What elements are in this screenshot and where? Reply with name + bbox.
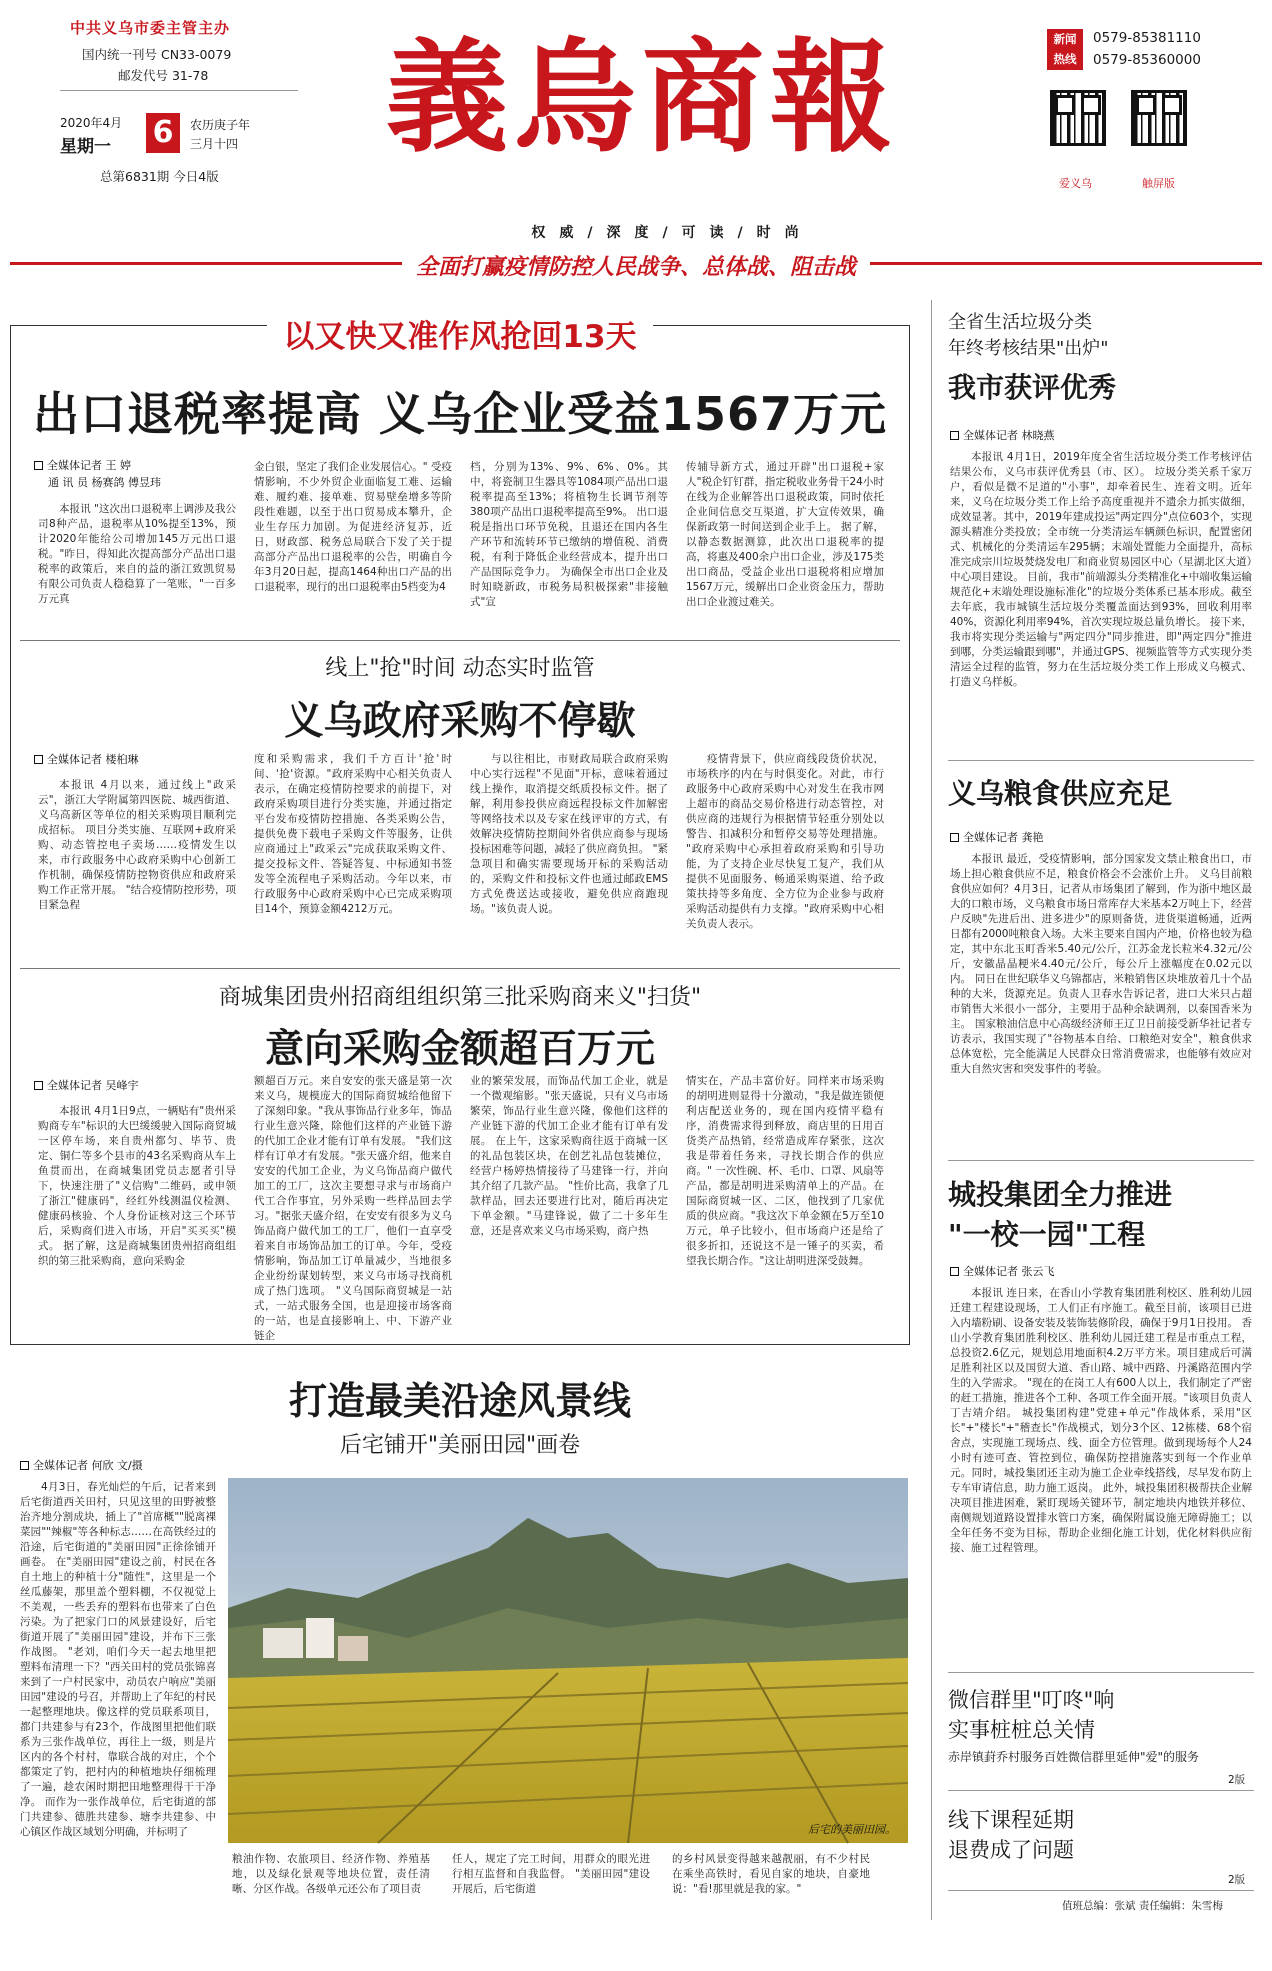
scenic-col-4: 的乡村风景变得越来越靓丽，有不少村民在乘坐高铁时，看见自家的地块，自豪地说："看!那里就是我的家。": [672, 1853, 870, 1895]
qr-label-mobile: 触屏版: [1142, 177, 1175, 190]
footer-credits: 值班总编：张斌 责任编辑：朱雪梅: [1062, 1900, 1223, 1912]
guizhou-col-1: 本报讯 4月1日9点，一辆贴有"贵州采购商专车"标识的大巴缓缓驶入国际商贸城一区停车场，来自贵州都匀、毕节、贵定、铜仁等多个县市的43名采购商从车上鱼贯而出，在商城集团党员志愿者引导下，快速注册了"义信购"二维码，或申领了浙江"健康码"，经红外线测温仪检测、健康码核验、个人身份证核对这三个环节后，采购商们进入市场，开启"买买买"模式。 据了解，这是商城集团贵州招商组组织的第三批采购商，意向采购金: [38, 1105, 236, 1267]
qr-code-mobile[interactable]: [1131, 90, 1187, 146]
teaser2-page: 2版: [1228, 1874, 1246, 1886]
side3-byline: 全媒体记者 张云飞: [950, 1264, 1055, 1280]
scenic-col-2: 粮油作物、农旅项目、经济作物、养殖基地，以及绿化景观等地块位置，责任清晰、分区作战。各级单元还公布了项目责: [232, 1853, 430, 1895]
side2-body: 本报讯 最近，受疫情影响，部分国家发文禁止粮食出口，市场上担心粮食供应不足，粮食价格会不会涨价上升。 义乌目前粮食供应如何？4月3日，记者从市场集团了解到，作为浙中地区最大的口粮市场，义乌粮食市场日常库存大米基本2万吨上下，经营户反映"先进后出、进多进少"的原则备货，进货渠道畅通，近两日都有2000吨粮食入场。大米主要来自国内产地，价格也较为稳定，其中东北玉町香米5.40元/公斤，江苏金龙长粒米4.32元/公斤，安徽晶晶粳米4.40元/公斤，每公斤上涨幅度在0.02元以内。 同日在世纪联华义乌锦都店，米粮销售区块堆放着几十个品种的大米，货源充足。负责人卫春水告诉记者，进口大米只占超市销售大米很小一部分，主要用于品种余缺调剂，以泰国香米为主。 国家粮油信息中心高级经济师王辽卫日前接受新华社记者专访表示，我国实现了"谷物基本自给、口粮绝对安全"，粮食供求总体宽松，完全能满足人民群众日常消费需求，也能够有效应对重大自然灾害和突发事件的考验。: [950, 853, 1252, 1075]
side3-headline-2[interactable]: "一校一园"工程: [948, 1218, 1146, 1251]
lead-col-4: 传辅导新方式，通过开辟"出口退税+家人"税企钉钉群，指定税收业务骨干24小时在线为企业解答出口退税政策，同时依托企业间信息交互渠道，扩大宣传效果，确保新政第一时间送到企业手上。 据了解，以静态数据测算，此次出口退税率的提高，将惠及400余户出口企业，涉及175类出口商品，受益企业出口退税将相应增加1567万元，缓解出口企业资金压力，帮助出口企业渡过难关。: [686, 461, 884, 608]
scenic-photo: [228, 1478, 908, 1843]
masthead-title: 義烏商報: [386, 25, 898, 169]
scenic-byline: 全媒体记者 何欣 文/摄: [20, 1458, 143, 1474]
rapeseed-field-photo: [228, 1478, 908, 1843]
lead-col-3: 档，分别为13%、9%、6%、0%。其中，将瓷制卫生器具等1084项产品出口退税率提高至13%；将植物生长调节剂等380项产品出口退税率提高至9%。 出口退税是指出口环节免税，且退还在国内各生产环节和流转环节已缴纳的增值税、消费税，有利于降低企业经营成本，提升出口产品国际竞争力。 为确保全市出口企业及时知晓新政，市税务局积极探索"非接触式"宣: [470, 461, 668, 608]
masthead-date-ym: 2020年4月: [60, 116, 123, 130]
qr-label-app: 爱义乌: [1059, 177, 1092, 190]
lead-col-2: 金白银，坚定了我们企业发展信心。" 受疫情影响，不少外贸企业面临复工难、运输难、履约难、接单难、贸易壁垒增多等阶段性难题，以至于出口贸易成本攀升，企业生存压力加剧。为促进经济复苏，近日，财政部、税务总局联合下发了关于提高部分产品出口退税率的公告，明确自今年3月20日起，提高1464种出口产品的出口退税率，现行的出口退税率由5档变为4: [254, 461, 452, 593]
guizhou-byline: 全媒体记者 吴峰宇: [34, 1078, 139, 1094]
side2-headline[interactable]: 义乌粮食供应充足: [948, 777, 1173, 810]
proc-col-2: 度和采购需求，我们千方百计'抢'时间、'抢'资源。"政府采购中心相关负责人表示，在确定疫情防控要求的前提下，对政府采购项目进行分类实施，并通过指定平台发布疫情防控措施、各类采购公告，提供免费下载电子采购文件等服务，让供应商通过上"政采云"完成获取采购文件、提交投标文件、答疑答复、中标通知书签发等全流程电子采购活动。今年以来，市行政服务中心政府采购中心已完成采购项目14个，预算金额4212万元。: [254, 753, 452, 915]
teaser2-line-1[interactable]: 线下课程延期: [948, 1808, 1074, 1832]
side3-body: 本报讯 连日来，在香山小学教育集团胜利校区、胜利幼儿园迁建工程建设现场，工人们正有序施工。截至目前，该项目已进入内墙粉刷、设备安装及装饰装修阶段，确保于9月1日投用。 香山小学教育集团胜利校区、胜利幼儿园迁建工程是市重点工程，总投资2.6亿元，规划总用地面积4.2万平方米。项目建成后可满足胜利社区以及国贸大道、香山路、城中西路、丹溪路范围内学生的入学需求。 "现在的在岗工人有600人以上，我们制定了严密的赶工措施，推进各个工种、各项工作全面开展。"该项目负责人丁吉靖介绍。 城投集团构建"党建+单元"作战体系，采用"区长"+"楼长"+"稽查长"作战模式，划分3个区、12栋楼、68个宿舍点，实现施工现场点、线、面全方位管理。做到现场每个人24小时有迹可查、管控到位，确保防控措施落实到每一个作业单元。同时，城投集团还主动为施工企业牵线搭线，尽早发布防上专车审请信息，助力施工返岗。 此外，城投集团积极帮扶企业解决项目推进困难，紧盯现场关键环节，制定地块内地铁并移位、南侧规划道路设置排水管口方案，确保附属设施无障碍施工；以全年任务不变为目标，帮助企业细化施工计划，优化材料供应衔接、施工过程管理。: [950, 1287, 1252, 1554]
proc-kicker: 线上"抢"时间 动态实时监管: [325, 656, 595, 681]
masthead-sponsor: 中共义乌市委主管主办: [70, 19, 231, 37]
guizhou-kicker: 商城集团贵州招商组组织第三批采购商来义"扫货": [218, 985, 702, 1010]
guizhou-col-4: 情实在，产品丰富价好。同样来市场采购的胡明进则显得十分激动，"我是做连锁便利店配送业务的，现在国内疫情平稳有序，消费需求得到释放，商店里的日用百货类产品热销，经常造成库存紧张，这次我是带着任务来，寻找长期合作的供应商。" 一次性碗、杯、毛巾、口罩、风扇等产品，都是胡明进采购清单上的产品。在国际商贸城一区、二区，他找到了几家优质的供应商。"我这次下单金额在5万至10万元，单子比较小，但市场商户还是给了很多折扣，还说这不是一锤子的买卖，希望我长期合作。"这让胡明进深受鼓舞。: [686, 1075, 884, 1267]
masthead-postal: 邮发代号 31-78: [118, 68, 209, 83]
masthead-lunar-year: 农历庚子年: [190, 118, 251, 132]
lead-kicker: 以又快又准作风抢回13天: [267, 319, 652, 355]
side1-byline: 全媒体记者 林晓燕: [950, 428, 1055, 444]
masthead-slogan: 权 威 / 深 度 / 可 读 / 时 尚: [531, 225, 799, 241]
masthead-weekday: 星期一: [60, 137, 111, 157]
lead-headline[interactable]: 出口退税率提高 义乌企业受益1567万元: [32, 387, 888, 441]
teaser1-line-1[interactable]: 微信群里"叮咚"响: [948, 1688, 1115, 1712]
campaign-banner: 全面打赢疫情防控人民战争、总体战、阻击战: [402, 255, 870, 280]
lead-col-1: 本报讯 "这次出口退税率上调涉及我公司8种产品，退税率从10%提至13%，预计2020年能给公司增加145万元出口退税。"昨日，得知此次提高部分产品出口退税率的政策后，来自的益的浙江致凯贸易有限公司负责人稳稳算了一笔账，"一百多万元真: [38, 503, 236, 605]
scenic-col-3: 任人，规定了完工时间，用群众的眼光进行相互监督和自我监督。 "美丽田园"建设开展后，后宅街道: [452, 1853, 650, 1895]
teaser1-line-2[interactable]: 实事桩桩总关情: [948, 1718, 1095, 1742]
masthead-issue: 总第6831期 今日4版: [100, 169, 219, 184]
proc-col-3: 与以往相比，市财政局联合政府采购中心实行远程"不见面"开标，意味着通过线上操作，取消提交纸质投标文件。据了解，利用参投供应商远程投标文件加解密等网络技术以及专家在线评审的方式，有效解决疫情防控期间外省供应商参与现场投标困难等问题，减轻了供应商负担。 "紧急项目和确实需要现场开标的采购活动的，采购文件和投标文件也通过邮政EMS方式免费送达或接收，避免供应商跑现场。"该负责人说。: [470, 753, 668, 915]
guizhou-col-3: 业的繁荣发展，而饰品代加工企业，就是一个微观缩影。"张天盛说，只有义乌市场繁荣，饰品行业生意兴隆，像他们这样的产业链下游的代加工企业才能有订单有发展。 在上午，这家采购商往返于商城一区的礼品包装区块，在创艺礼品包装摊位，经营户杨婷热情接待了马建锋一行，并向其介绍了几款产品。 "性价比高，我拿了几款样品，回去还要进行比对，随后再决定下单金额。"马建锋说，做了二十多年生意，还是喜欢来义乌市场采购，商户热: [470, 1075, 668, 1237]
side3-headline-1[interactable]: 城投集团全力推进: [948, 1178, 1173, 1211]
lead-byline-2: 通 讯 员 杨赛鸽 傅昱玮: [48, 476, 161, 489]
hotline-phone-2: 0579-85360000: [1093, 52, 1201, 68]
lead-kicker-wrap: [10, 311, 910, 356]
hotline-badge: 新闻 热线: [1047, 29, 1083, 70]
qr-code-app[interactable]: [1050, 90, 1106, 146]
scenic-headline[interactable]: 打造最美沿途风景线: [288, 1379, 631, 1423]
side1-kicker-2: 年终考核结果"出炉": [948, 338, 1109, 359]
scenic-col-1: 4月3日，春光灿烂的午后，记者来到后宅街道西关田村，只见这里的田野被整治齐地分割成块，插上了"首席概""脱离裸菜园""辣椒"等各种标志……在高铁经过的沿途，后宅街道的"美丽田园"正徐徐铺开画卷。 在"美丽田园"建设之前，村民在各自土地上的种植十分"随性"，这里是一个丝瓜藤架，那里盖个塑料棚，不仅视觉上不美观，一些丢弃的塑料布也带来了白色污染。为了把家门口的风景建设好，后宅街道开展了"美丽田园"建设，并布下三张作战图。 "老刘，咱们今天一起去地里把塑料布清理一下？"西关田村的党员张锦喜来到了一户村民家中，动员农户响应"美丽田园"建设的号召，并帮助上了年纪的村民一起整理地块。像这样的党员联系项目，都门共建参与有23个，作战图里把他们联系为三张作战单位，再往上一级，则是片区内的各个村村，靠联合战的对庄，个个都策定了钓，把村内的种植地块仔细梳理了一遍，趁农闲时期把田地整理得干干净净。 而作为一张作战单位，后宅街道的部门共建参、德胜共建参、塘李共建参、中心镇区作战区域划分明确，并标明了: [20, 1481, 216, 1838]
side1-body: 本报讯 4月1日，2019年度全省生活垃圾分类工作考核评估结果公布，义乌市获评优秀县（市、区）。 垃圾分类关系千家万户，看似是微不足道的"小事"，却牵着民生、连着文明。近年来，义乌在垃圾分类工作上给予高度重视并不遗余力抓实做细，成效显著。其中，2019年建成投运"两定四分"点位603个，实现源头精准分类投放；全市统一分类清运车辆颜色标识，配置密闭式、机械化的分类清运车295辆；末端处置能力全面提升，高标准完成宗川垃圾焚烧发电厂和商业贸易园区中心（星湖北区大道）中心项目建设。 目前，我市"前端源头分类精准化+中端收集运输规范化+末端处理设施标准化"的垃圾分类体系已基本形成。截至去年底，我市城镇生活垃圾分类覆盖面达到93%，回收利用率40%，资源化利用率94%，首次实现垃圾总量负增长。 接下来，我市将实现分类运输与"两定四分"同步推进，即"两定四分"推进到哪，分类运输跟到哪"，并通过GPS、视频监管等方式实现分类清运全过程的监管，努力在生活垃圾分类工作上形成义乌模式、打造义乌样板。: [950, 451, 1253, 688]
proc-headline[interactable]: 义乌政府采购不停歇: [284, 699, 636, 744]
proc-col-4: 疫情背景下，供应商线段货价状况，市场秩序的内在与时俱变化。对此，市行政服务中心政府采购中心对发生在我市网上超市的商品交易价格进行动态管控，对供应商的违规行为根据情节轻重分别处以警告、扣减积分和暂停交易等处理措施。 "政府采购中心承担着政府采购和引导功能，为了支持企业尽快复工复产，我们从提供不见面服务、畅通采购渠道、给予政策扶持等多角度、全方位为企业参与政府采购活动提供有力支撑。"政府采购中心相关负责人表示。: [686, 753, 884, 930]
guizhou-headline[interactable]: 意向采购金额超百万元: [264, 1027, 655, 1072]
scenic-subhead: 后宅铺开"美丽田园"画卷: [339, 1433, 581, 1458]
side1-headline[interactable]: 我市获评优秀: [948, 371, 1117, 404]
teaser2-line-2[interactable]: 退费成了问题: [948, 1838, 1074, 1862]
hotline-phone-1: 0579-85381110: [1093, 30, 1201, 46]
side2-byline: 全媒体记者 龚艳: [950, 830, 1044, 846]
side1-kicker-1: 全省生活垃圾分类: [948, 312, 1092, 333]
masthead-lunar-day: 三月十四: [190, 137, 239, 151]
proc-col-1: 本报讯 4月以来，通过线上"政采云"，浙江大学附属第四医院、城西街道、义乌高新区等单位的相关采购项目顺利完成招标。 项目分类实施、互联网+政府采购、动态管控电子卖场……疫情发生以来，市行政服务中心政府采购中心创新工作机制，确保疫情防控物资供应和政府采购工作正常开展。 "结合疫情防控形势，项目紧急程: [38, 779, 236, 911]
masthead-issn: 国内统一刊号 CN33-0079: [82, 47, 232, 62]
teaser1-page: 2版: [1228, 1774, 1246, 1786]
masthead-day: 6: [146, 113, 180, 153]
proc-byline: 全媒体记者 楼桕琳: [34, 752, 139, 768]
campaign-banner-wrap: [10, 250, 1262, 281]
scenic-photo-caption: 后宅的美丽田园。: [808, 1823, 896, 1836]
guizhou-col-2: 额超百万元。来自安安的张天盛是第一次来义乌，规模庞大的国际商贸城给他留下了深刻印象。"我从事饰品行业多年，饰品行业生意兴隆，除他们这样的产业链下游的代加工企业才能有订单有发展。 "我们这样有订单才有发展。"张天盛介绍，他来自安安的代加工企业，为义乌饰品商户做代加工的工厂，这次主要想寻求与市场商户代工合作事宜，另外采购一些样品回去学习。"据张天盛介绍，在安安有很多为义乌饰品商户做代加工的工厂，他们一直享受着来自市场饰品加工的订单。今年，受疫情影响，饰品加工订单量减少，当地很多企业纷纷谋划转型，来义乌市场寻找商机成了热门选项。 "义乌国际商贸城是一站式，一站式服务全国，也是迎接市场客商的一站，也是直接影响上、中、下游产业链企: [254, 1075, 452, 1342]
lead-byline: 全媒体记者 王 婷: [34, 458, 131, 474]
teaser1-sub: 赤岸镇葑乔村服务百姓微信群里延伸"爱"的服务: [948, 1750, 1200, 1764]
